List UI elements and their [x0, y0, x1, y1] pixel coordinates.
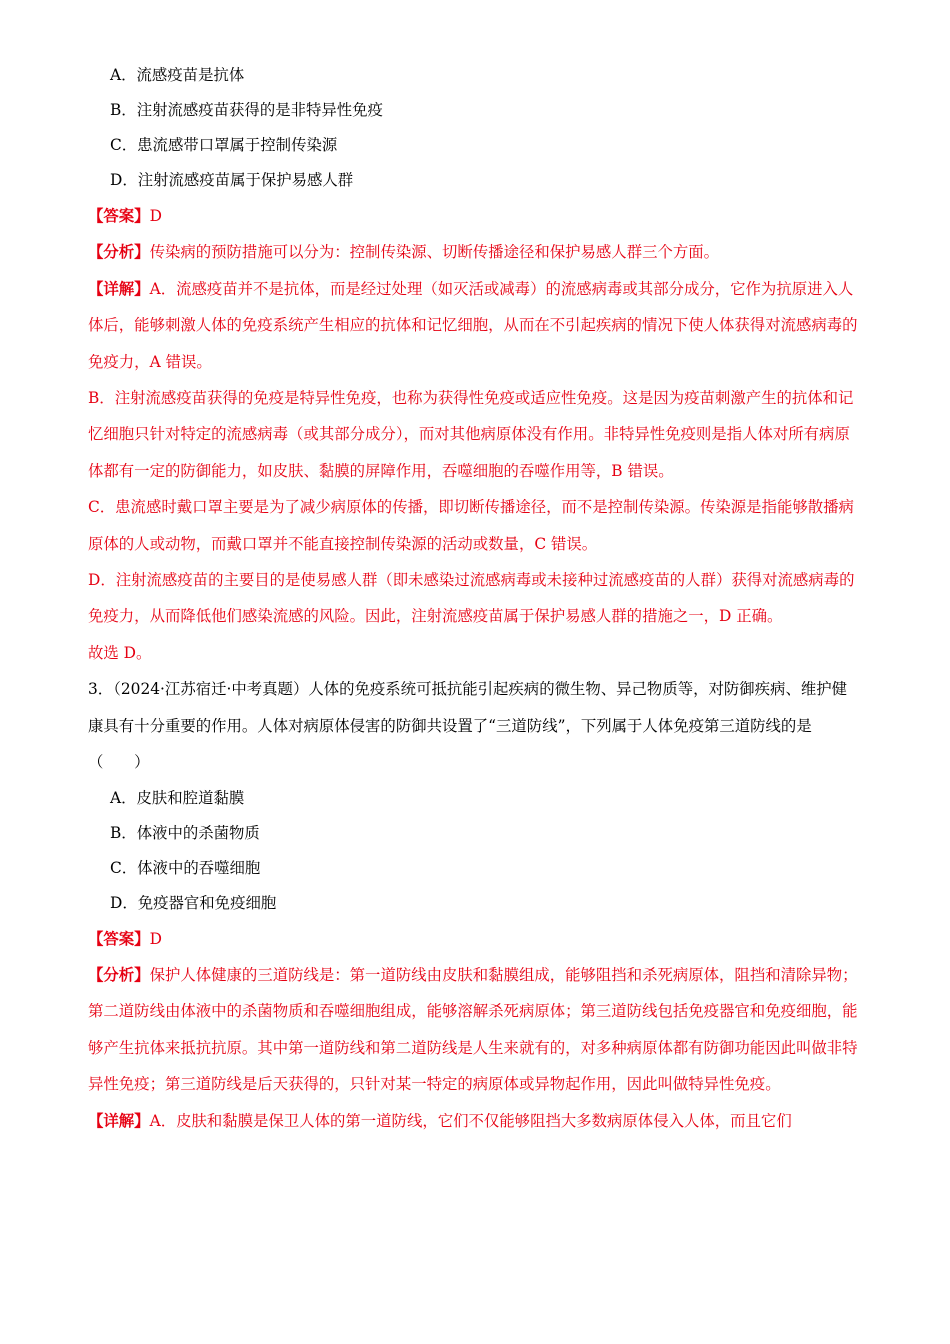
- detail-paragraph-d: D．注射流感疫苗的主要目的是使易感人群（即未感染过流感病毒或未接种过流感疫苗的人群）获得对流感病毒的免疫力，从而降低他们感染流感的风险。因此，注射流感疫苗属于保护易感人群的措施之一，D 正确。: [88, 571, 855, 626]
- question-2-options: [88, 58, 860, 198]
- answer-value: D: [149, 929, 162, 948]
- analysis-tag: 【分析】: [88, 243, 150, 262]
- option-a: A．皮肤和腔道黏膜: [110, 788, 245, 807]
- option-a: A．流感疫苗是抗体: [110, 66, 245, 84]
- detail-section: [88, 271, 860, 671]
- option-c: C．患流感带口罩属于控制传染源: [110, 136, 338, 154]
- detail-paragraph-a: [88, 271, 860, 380]
- question-3-detail: [88, 1103, 860, 1139]
- detail-conclusion: 故选 D。: [88, 643, 152, 662]
- detail-text-a: A．流感疫苗并不是抗体，而是经过处理（如灭活或减毒）的流感病毒或其部分成分，它作为抗原进入人体后，能够刺激人体的免疫系统产生相应的抗体和记忆细胞，从而在不引起疾病的情况下使人体获得对流感病毒的免疫力，A 错误。: [88, 279, 858, 371]
- option-c: C．体液中的吞噬细胞: [110, 858, 261, 877]
- option-d: D．免疫器官和免疫细胞: [110, 893, 277, 912]
- analysis-text: 保护人体健康的三道防线是：第一道防线由皮肤和黏膜组成，能够阻挡和杀死病原体，阻挡和清除异物；第二道防线由体液中的杀菌物质和吞噬细胞组成，能够溶解杀死病原体；第三道防线包括免疫器官和免疫细胞，能够产生抗体来抵抗抗原。其中第一道防线和第二道防线是人生来就有的，对多种病原体都有防御功能因此叫做非特异性免疫；第三道防线是后天获得的，只针对某一特定的病原体或异物起作用，因此叫做特异性免疫。: [88, 965, 858, 1094]
- detail-tag: 【详解】: [88, 279, 150, 298]
- option-b: B．体液中的杀菌物质: [110, 823, 260, 842]
- detail-text: A．皮肤和黏膜是保卫人体的第一道防线，它们不仅能够阻挡大多数病原体侵入人体，而且它们: [149, 1111, 792, 1130]
- analysis-section: [88, 234, 860, 270]
- answer-value: D: [149, 207, 162, 225]
- detail-paragraph-c: C．患流感时戴口罩主要是为了减少病原体的传播，即切断传播途径，而不是控制传染源。传染源是指能够散播病原体的人或动物，而戴口罩并不能直接控制传染源的活动或数量，C 错误。: [88, 498, 854, 553]
- analysis-tag: 【分析】: [88, 965, 150, 984]
- answer-tag: 【答案】: [88, 929, 150, 948]
- question-3-stem: 3．（2024·江苏宿迁·中考真题）人体的免疫系统可抵抗能引起疾病的微生物、异己物质等，对防御疾病、维护健康具有十分重要的作用。人体对病原体侵害的防御共设置了“三道防线”，下列属于人体免疫第三道防线的是（ ）: [88, 680, 848, 772]
- question-3-options: [88, 781, 860, 921]
- question-3-answer: [88, 921, 860, 957]
- page-content: [88, 58, 860, 1139]
- option-b: B．注射流感疫苗获得的是非特异性免疫: [110, 101, 383, 119]
- detail-paragraph-b: B．注射流感疫苗获得的免疫是特异性免疫，也称为获得性免疫或适应性免疫。这是因为疫苗刺激产生的抗体和记忆细胞只针对特定的流感病毒（或其部分成分），而对其他病原体没有作用。非特异性免疫则是指人体对所有病原体都有一定的防御能力，如皮肤、黏膜的屏障作用，吞噬细胞的吞噬作用等，B 错误。: [88, 389, 854, 480]
- answer-tag: 【答案】: [88, 207, 150, 225]
- question-3-analysis: [88, 957, 860, 1103]
- analysis-text: 传染病的预防措施可以分为：控制传染源、切断传播途径和保护易感人群三个方面。: [149, 243, 720, 262]
- option-d: D．注射流感疫苗属于保护易感人群: [110, 171, 354, 189]
- detail-tag: 【详解】: [88, 1111, 150, 1130]
- answer-section: [88, 198, 860, 234]
